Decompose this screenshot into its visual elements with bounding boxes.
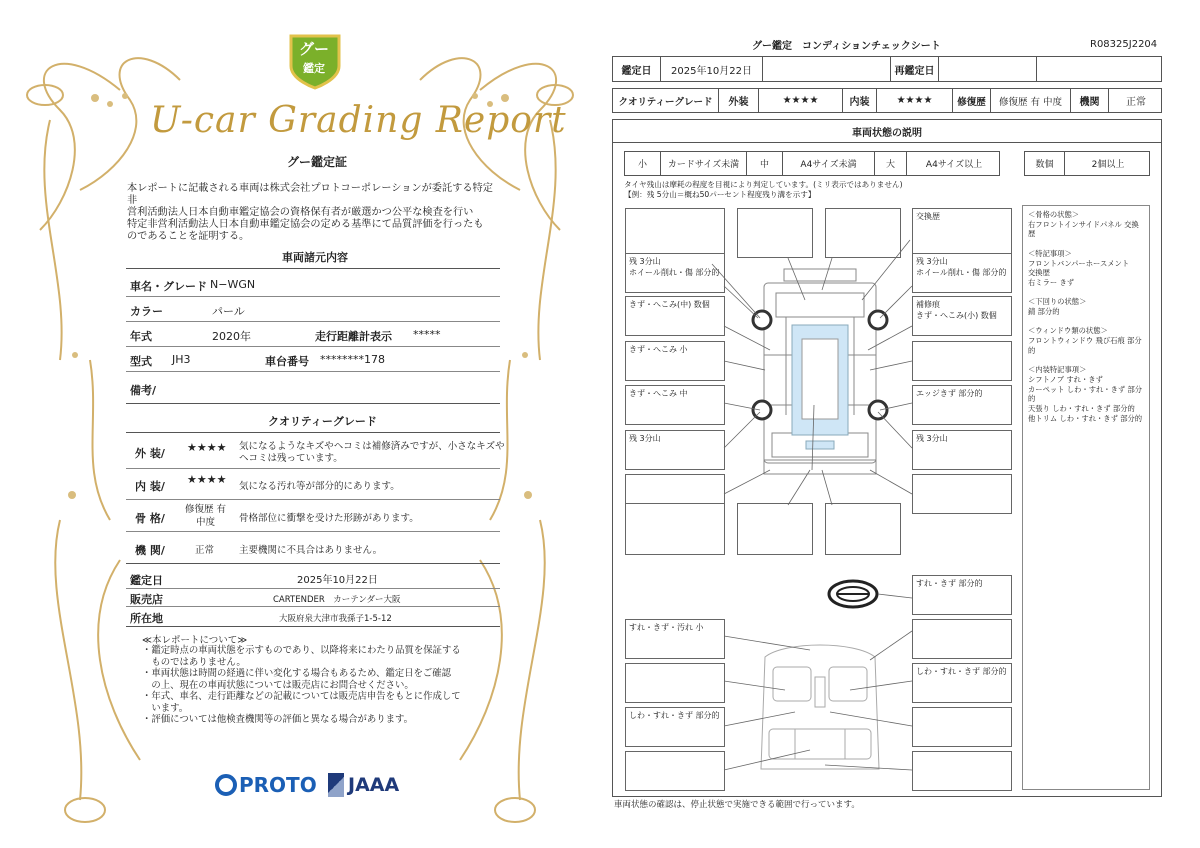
interior-box-text: すれ・きず・汚れ 小 xyxy=(629,623,704,632)
notes-panel-line: シフトノブ すれ・きず xyxy=(1028,374,1103,384)
intro-line: のであることを証明する。 xyxy=(127,231,250,242)
date-label: 鑑定日 xyxy=(613,57,661,81)
exterior-box-text: 残 3分山 xyxy=(629,434,661,443)
note-line: います。 xyxy=(142,702,189,714)
exterior-label: 外装 xyxy=(719,89,759,112)
notes-panel-line: ＜骨格の状態＞ xyxy=(1028,210,1080,219)
size-medium: 中 xyxy=(747,152,783,175)
state-heading: 車両状態の説明 xyxy=(852,127,922,139)
frame-grade xyxy=(178,503,233,529)
exterior-desc xyxy=(239,441,505,465)
notes-panel-line: 交換歴 xyxy=(1028,268,1050,278)
remarks-label: 備考/ xyxy=(130,384,157,397)
exterior-box-text: きず・へこみ(小) 数個 xyxy=(916,311,997,320)
notes-panel-line xyxy=(1028,239,1144,249)
mileage-value: ***** xyxy=(413,328,441,341)
exterior-box-text: きず・へこみ 中 xyxy=(629,389,688,398)
interior-box-text: しわ・すれ・きず 部分的 xyxy=(629,711,720,720)
size-medium-desc: A4サイズ未満 xyxy=(783,152,875,175)
grade-row-label: クオリティーグレード xyxy=(613,89,719,112)
note-line: の上、現在の車両状態については販売店にお問合せください。 xyxy=(142,679,414,691)
note-line: ・評価については他検査機関等の評価と異なる場合があります。 xyxy=(142,714,413,725)
notes-panel-line: 他トリム しわ・すれ・きず 部分的 xyxy=(1028,413,1143,423)
address-label: 所在地 xyxy=(130,612,163,625)
notes-panel-line: ＜内装特記事項＞ xyxy=(1028,365,1087,375)
name-value: N−WGN xyxy=(210,278,256,291)
engine-desc: 主要機関に不具合はありません。 xyxy=(239,545,383,556)
intro-line: 営利活動法人日本自動車鑑定協会の資格保有者が厳選かつ公平な検査を行い xyxy=(127,207,474,218)
desc-line: 気になるようなキズやヘコミは補修済みですが、小さなキズや xyxy=(239,441,505,452)
tire-note-line: 【例：残 5分山＝概ね50パーセント程度残り溝を示す】 xyxy=(624,190,816,199)
exterior-box-text: ホイール削れ・傷 部分的 xyxy=(629,268,720,277)
quality-heading: クオリティーグレード xyxy=(268,415,377,428)
notes-panel-line xyxy=(1028,356,1144,366)
engine-label: 機関 xyxy=(1071,89,1109,112)
exterior-grade: ★★★★ xyxy=(759,89,843,112)
interior-desc: 気になる汚れ等が部分的にあります。 xyxy=(239,481,400,492)
note-line: ・年式、車名、走行距離などの記載については販売店申告をもとに作成して xyxy=(142,691,461,702)
size-small-desc: カードサイズ未満 xyxy=(661,152,747,175)
desc-line: ヘコミは残っています。 xyxy=(239,453,343,464)
year-label: 年式 xyxy=(130,330,152,343)
exterior-box-text: エッジきず 部分的 xyxy=(916,389,983,398)
jaaa-logo xyxy=(328,772,399,798)
jaaa-logo-text: JAAA xyxy=(348,774,400,796)
script-title: U-car Grading Report xyxy=(150,100,567,141)
cert-heading: グー鑑定証 xyxy=(287,155,348,169)
jaaa-mark-icon xyxy=(328,773,344,797)
repair-label: 修復歴 xyxy=(953,89,991,112)
notes-panel-line: カーペット しわ・すれ・きず 部分的 xyxy=(1028,384,1143,404)
notes-panel-line: 錆 部分的 xyxy=(1028,307,1060,316)
color-value: パール xyxy=(212,305,245,318)
interior-box-text: すれ・きず 部分的 xyxy=(916,579,983,588)
notes-panel-line: フロントバンパーホースメント xyxy=(1028,258,1130,268)
doc-id: R08325J2204 xyxy=(1090,39,1158,50)
notes-panel-line: フロントウィンドウ 飛び石痕 部分的 xyxy=(1028,336,1142,355)
notes-panel-line: 天張り しわ・すれ・きず 部分的 xyxy=(1028,404,1135,413)
condition-sheet xyxy=(600,0,1200,848)
address-value: 大阪府泉大津市我孫子1-5-12 xyxy=(279,614,392,624)
color-label: カラー xyxy=(130,305,163,318)
notes-panel-line: 右フロントインサイドパネル 交換歴 xyxy=(1028,219,1139,239)
notes-panel xyxy=(1022,205,1150,790)
size-small: 小 xyxy=(625,152,661,175)
engine-value: 正常 xyxy=(1126,97,1146,108)
chassis-label: 車台番号 xyxy=(265,355,309,368)
date-label: 鑑定日 xyxy=(130,574,163,587)
notes-list xyxy=(142,645,492,726)
repair-value: 修復歴 有 中度 xyxy=(991,89,1071,112)
redate-label: 再鑑定日 xyxy=(891,57,939,81)
year-value: 2020年 xyxy=(212,330,251,343)
notes-heading: ≪本レポートについて≫ xyxy=(142,635,248,646)
exterior-box-text: 残 3分山 xyxy=(916,434,948,443)
notes-panel-line: ＜下回りの状態＞ xyxy=(1028,297,1087,307)
model-value: JH3 xyxy=(172,353,191,366)
notes-panel-line xyxy=(1028,317,1144,327)
chassis-value: ********178 xyxy=(320,353,385,366)
count-label: 数個 xyxy=(1025,152,1065,175)
frame-label: 骨 格/ xyxy=(135,512,165,525)
engine-grade: 正常 xyxy=(195,545,215,556)
exterior-box-text: 残 3分山 xyxy=(916,257,948,266)
model-label: 型式 xyxy=(130,355,152,368)
tire-note-line: タイヤ残山は摩耗の程度を目視により判定しています。(ミリ表示ではありません) xyxy=(624,180,903,189)
notes-panel-line: ＜特記事項＞ xyxy=(1028,248,1072,258)
frame-desc: 骨格部位に衝撃を受けた形跡があります。 xyxy=(239,513,419,524)
intro-line: 本レポートに記載される車両は株式会社プロトコーポレーションが委託する特定非 xyxy=(127,183,493,206)
interior-label: 内 装/ xyxy=(135,480,165,493)
note-line: ・鑑定時点の車両状態を示すものであり、以降将来にわたり品質を保証する xyxy=(142,645,461,656)
proto-mark-icon xyxy=(215,774,237,796)
notes-panel-line: ＜ウィンドウ類の状態＞ xyxy=(1028,326,1108,336)
interior-label: 内装 xyxy=(843,89,877,112)
exterior-box-text: ホイール削れ・傷 部分的 xyxy=(916,268,1007,277)
exterior-box-text: 補修痕 xyxy=(916,300,940,309)
count-value: 2個以上 xyxy=(1091,160,1125,170)
exterior-box-text: 残 3分山 xyxy=(629,257,661,266)
goo-badge-logo xyxy=(287,32,343,90)
proto-logo-text: PROTO xyxy=(239,773,317,797)
size-large-desc: A4サイズ以上 xyxy=(925,160,983,170)
exterior-label: 外 装/ xyxy=(135,447,165,460)
exterior-box-text: きず・へこみ 小 xyxy=(629,345,688,354)
spec-heading: 車両諸元内容 xyxy=(282,251,348,264)
mileage-label: 走行距離計表示 xyxy=(315,330,392,343)
name-label: 車名・グレード xyxy=(130,280,207,293)
interior-grade: ★★★★ xyxy=(877,89,953,112)
badge-label: 鑑定 xyxy=(303,62,325,75)
note-line: ものではありません。 xyxy=(142,656,246,668)
engine-label: 機 関/ xyxy=(135,544,165,557)
exterior-box-text: きず・へこみ(中) 数個 xyxy=(629,300,710,309)
exterior-box-text: 交換歴 xyxy=(916,212,940,221)
notes-panel-line: 右ミラー きず xyxy=(1028,277,1075,287)
size-large: 大 xyxy=(875,152,907,175)
interior-grade: ★★★★ xyxy=(187,473,227,486)
interior-box-text: しわ・すれ・きず 部分的 xyxy=(916,667,1007,676)
sheet-title: グー鑑定 コンディションチェックシート xyxy=(752,41,941,52)
shop-value: CARTENDER カーテンダー大阪 xyxy=(273,595,401,605)
proto-logo xyxy=(215,772,317,798)
grade-line: 中度 xyxy=(195,517,215,528)
badge-logo-text: グー xyxy=(299,40,330,58)
intro-text xyxy=(127,183,497,243)
exterior-grade: ★★★★ xyxy=(187,441,227,454)
date-value: 2025年10月22日 xyxy=(297,575,378,586)
notes-panel-line xyxy=(1028,288,1144,298)
shop-label: 販売店 xyxy=(130,593,163,606)
sheet-footer: 車両状態の確認は、停止状態で実施できる範囲で行っています。 xyxy=(614,800,860,810)
intro-line: 特定非営利活動法人日本自動車鑑定協会の定める基準にて品質評価を行ったも xyxy=(127,219,484,230)
grade-line: 修復歴 有 xyxy=(184,504,227,515)
note-line: ・車両状態は時間の経過に伴い変化する場合もあるため、鑑定日をご確認 xyxy=(142,668,452,679)
date-value: 2025年10月22日 xyxy=(661,57,763,81)
